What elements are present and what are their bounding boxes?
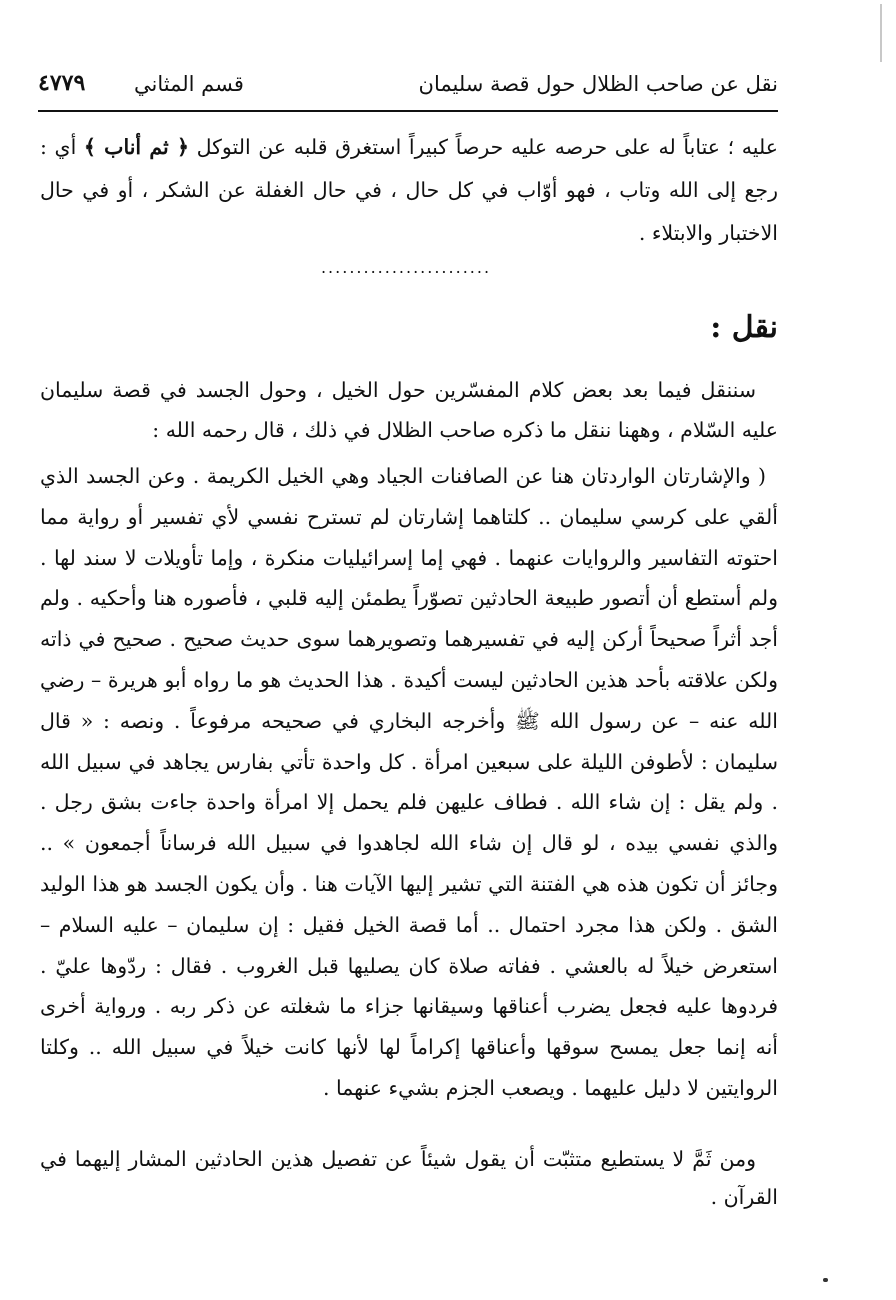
scan-speck xyxy=(823,1278,828,1282)
paragraph-rest: أي : رجع إلى الله وتاب ، فهو أوّاب في كل حال ، في حال الغفلة عن الشكر ، أو في حال الاختبار والابتلاء . xyxy=(40,135,778,245)
quran-quote: ﴿ ثم أناب ﴾ xyxy=(83,135,189,159)
quotation-paragraph: ( والإشارتان الواردتان هنا عن الصافنات الجياد وهي الخيل الكريمة . وعن الجسد الذي ألقي على كرسي سليمان .. كلتاهما إشارتان لم تسترح نفسي لأي تفسير أو رواية مما احتوته التفاسير والروايات عنهما . فهي إما إسرائيليات منكرة ، وإما تأويلات لا سند لها . ولم أستطع أن أتصور طبيعة الحادثين تصوّراً يطمئن إليه قلبي ، فأصوره هنا وأحكيه . ولم أجد أثراً صحيحاً أركن إليه في تفسيرهما وتصويرهما سوى حديث صحيح . صحيح في ذاته ولكن علاقته بأحد هذين الحادثين ليست أكيدة . هذا الحديث هو ما رواه أبو هريرة – رضي الله عنه – عن رسول الله ﷺ وأخرجه البخاري في صحيحه مرفوعاً . ونصه : « قال سليمان : لأطوفن الليلة على سبعين امرأة . كل واحدة تأتي بفارس يجاهد في سبيل الله . ولم يقل : إن شاء الله . فطاف عليهن فلم يحمل إلا امرأة واحدة جاءت بشق رجل . والذي نفسي بيده ، لو قال إن شاء الله لجاهدوا في سبيل الله فرساناً أجمعون » .. وجائز أن تكون هذه هي الفتنة التي تشير إليها الآيات هنا . وأن يكون الجسد هو هذا الوليد الشق . ولكن هذا مجرد احتمال .. أما قصة الخيل فقيل : إن سليمان – عليه السلام – استعرض خيلاً له بالعشي . ففاته صلاة كان يصليها قبل الغروب . فقال : ردّوها عليّ . فردوها عليه فجعل يضرب أعناقها وسيقانها جزاء ما شغلته عن ذكر ربه . ورواية أخرى أنه إنما جعل يمسح سوقها وأعناقها إكراماً لها لأنها كانت خيلاً في سبيل الله .. وكلتا الروايتين لا دليل عليهما . ويصعب الجزم بشيء عنهما . xyxy=(40,464,778,1100)
page-number: ٤٧٧٩ xyxy=(38,70,86,96)
dotted-separator: ........................ xyxy=(320,258,492,277)
paragraph-continuation xyxy=(40,126,778,255)
running-title: نقل عن صاحب الظلال حول قصة سليمان xyxy=(418,72,778,96)
paragraph-lead: عليه ؛ عتاباً له على حرصه عليه حرصاً كبيراً استغرق قلبه عن التوكل xyxy=(196,135,778,159)
section-name: قسم المثاني xyxy=(134,72,244,96)
section-heading: نقل : xyxy=(710,310,778,345)
closing-paragraph: ومن ثَمَّ لا يستطيع متثبّت أن يقول شيئاً عن تفصيل هذين الحادثين المشار إليهما في القرآن . xyxy=(40,1147,778,1209)
intro-paragraph: سننقل فيما بعد بعض كلام المفسّرين حول الخيل ، وحول الجسد في قصة سليمان عليه السّلام ، وههنا ننقل ما ذكره صاحب الظلال في ذلك ، قال رحمه الله : xyxy=(40,378,778,442)
scan-edge-mark xyxy=(880,4,882,62)
page-header xyxy=(38,66,778,112)
